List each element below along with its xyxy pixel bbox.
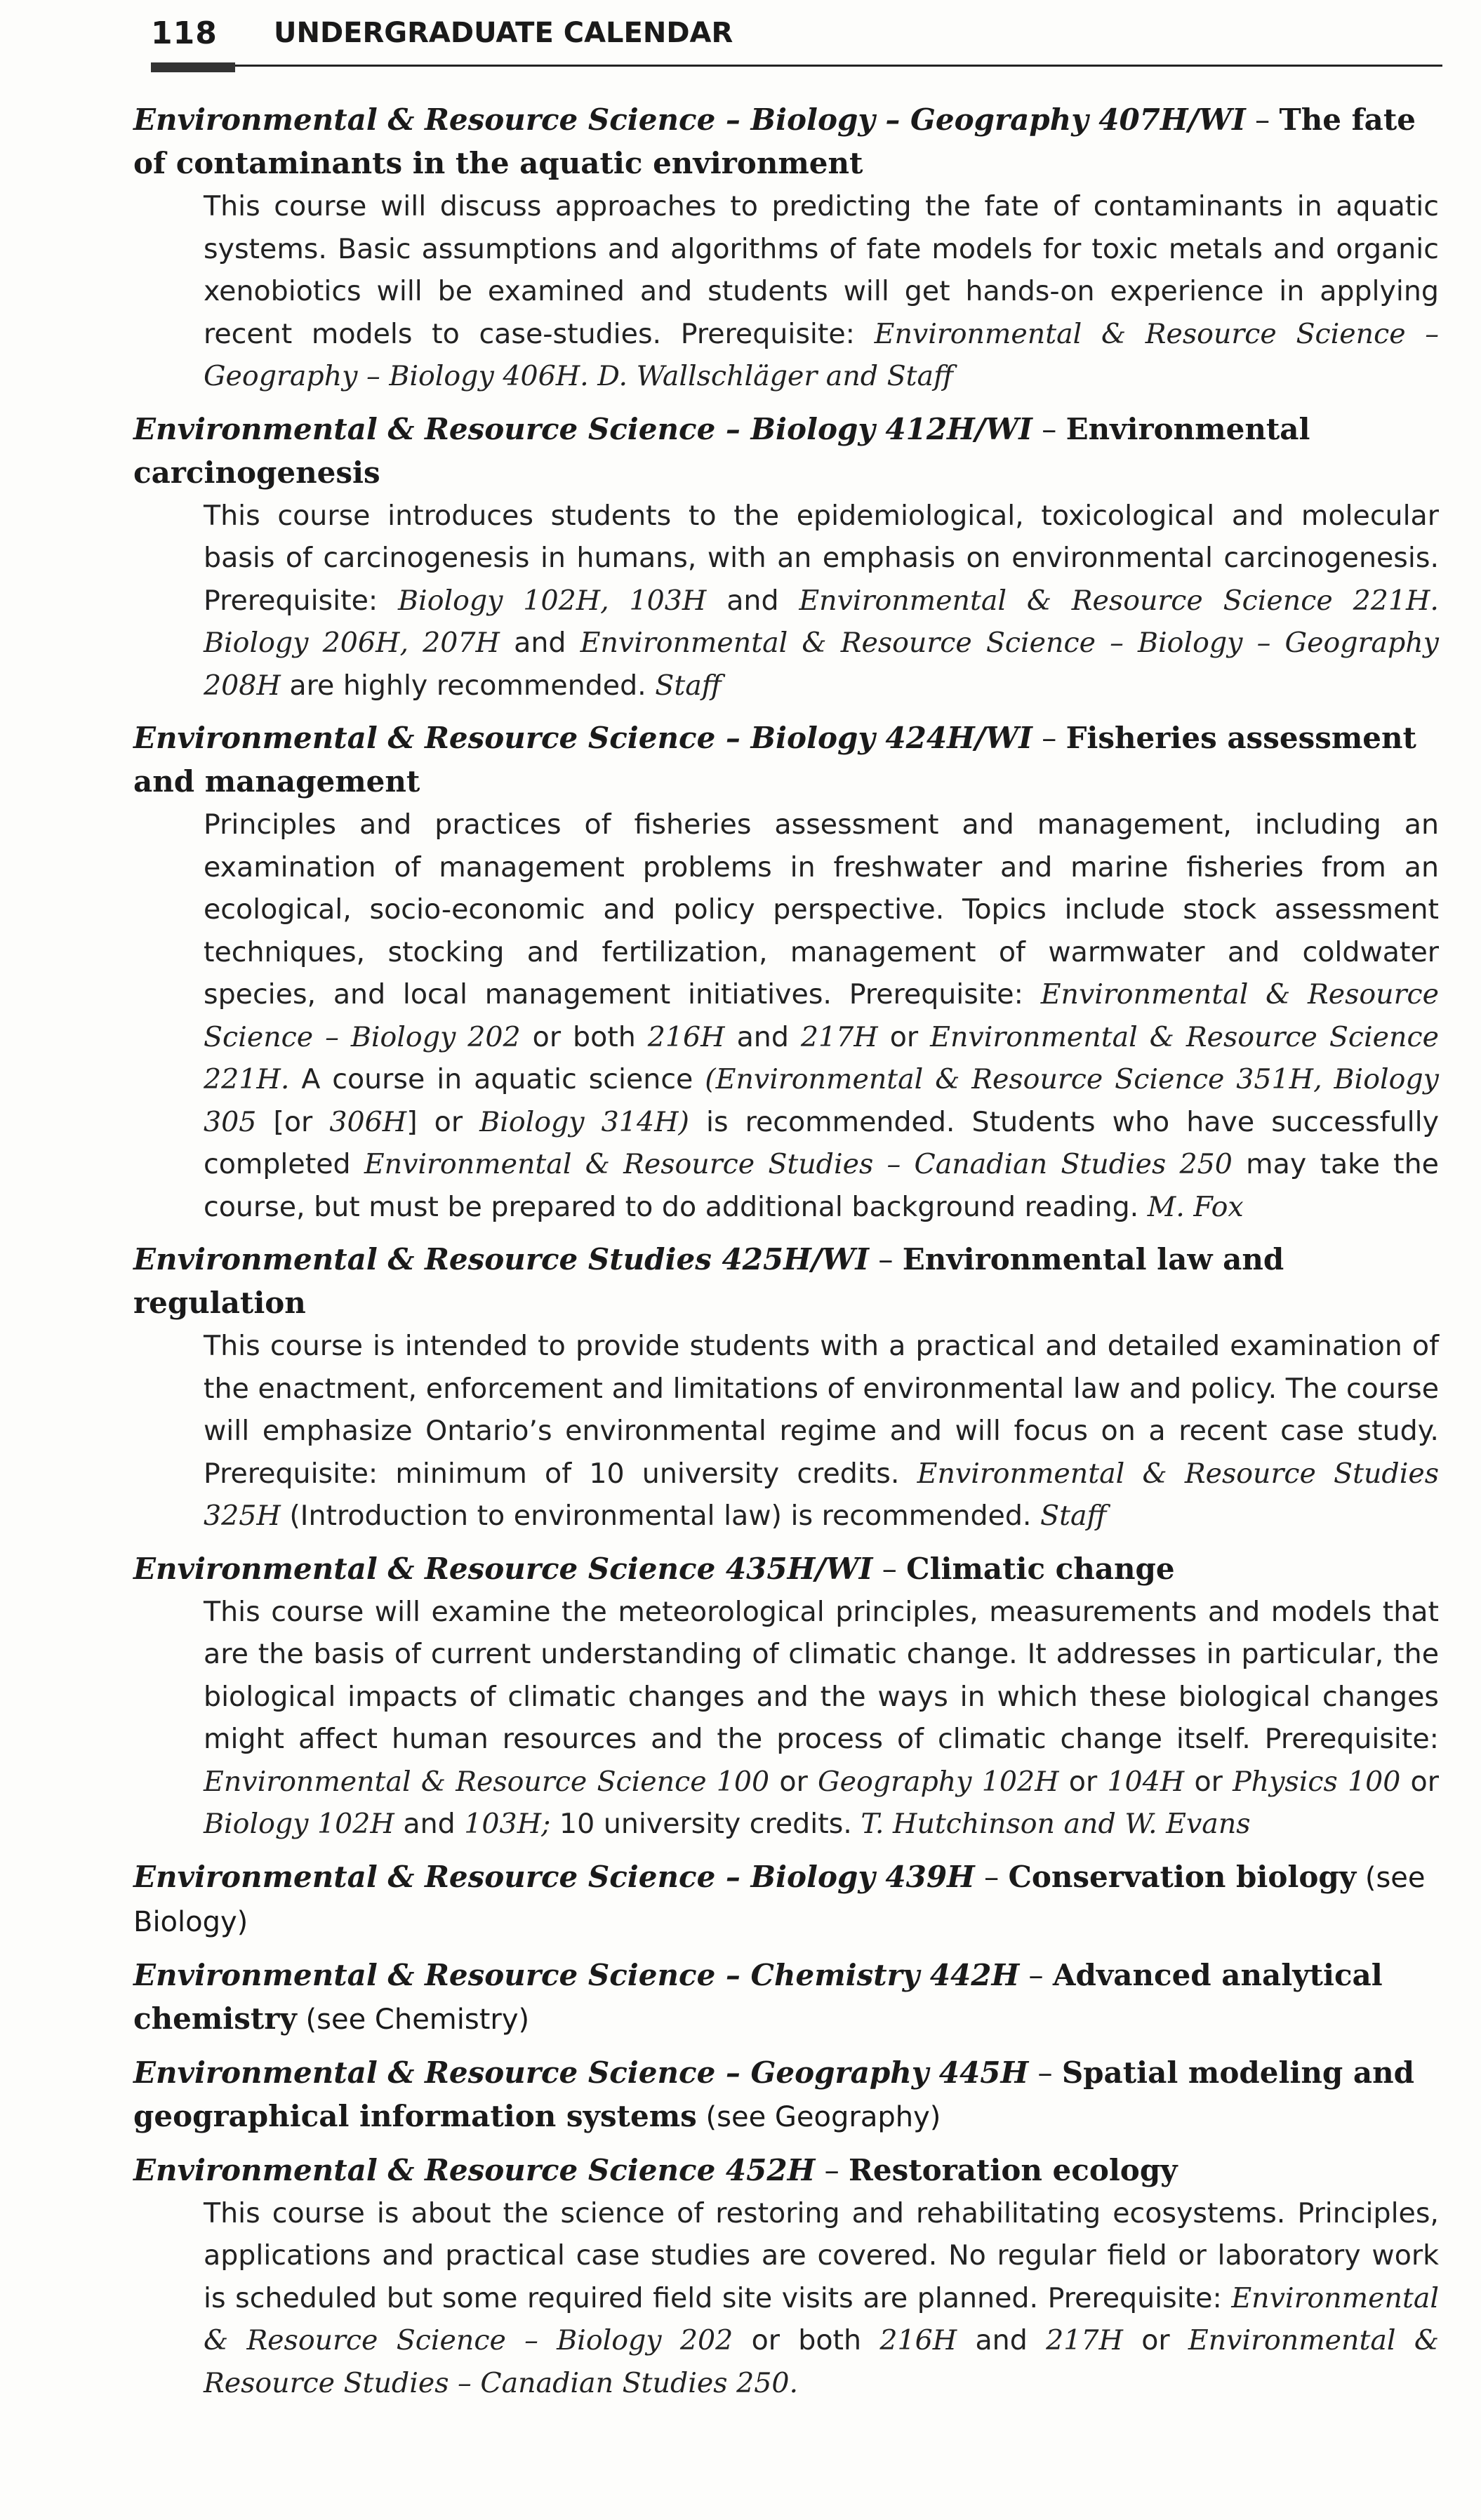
- course-reference: 216H: [647, 1020, 725, 1053]
- course-code: Environmental & Resource Studies 425H/WI: [133, 1242, 869, 1276]
- title-separator: –: [974, 1859, 1009, 1894]
- course-reference: Environmental & Resource Science 100: [204, 1765, 770, 1798]
- description-text: or both: [520, 1020, 648, 1053]
- description-text: This course will discuss approaches to predicting the fate of contaminants in aquatic systems. Basic assumptions and algorithms of fate models for toxic metals and organic xenobiotics will be examined and students will get hands-on experience in applying recent models to case-studies. Prerequisite:: [204, 190, 1439, 350]
- course-description: [204, 804, 1439, 1228]
- description-text: ] or: [406, 1105, 480, 1138]
- course-reference: M. Fox: [1147, 1190, 1244, 1223]
- description-text: and: [724, 1020, 801, 1053]
- course-reference: (Environmental & Resource Science 351H, Biology 305: [204, 1063, 1439, 1138]
- course-title: Restoration ecology: [848, 2152, 1178, 2187]
- title-separator: –: [1019, 1957, 1053, 1992]
- course-code: Environmental & Resource Science – Chemistry 442H: [133, 1957, 1020, 1992]
- title-separator: –: [868, 1242, 903, 1276]
- course-reference: Biology 102H: [204, 1808, 394, 1840]
- title-separator: –: [1245, 102, 1280, 137]
- course-reference: Environmental & Resource Studies 325H: [204, 1457, 1439, 1532]
- see-reference: (see Geography): [696, 2100, 941, 2133]
- course-entry: [133, 2149, 1439, 2405]
- course-heading: [133, 408, 1439, 495]
- description-text: may take the course, but must be prepared to do additional background reading.: [204, 1148, 1439, 1223]
- description-text: [or: [256, 1105, 330, 1138]
- course-code: Environmental & Resource Science – Biology – Geography 407H/WI: [133, 102, 1246, 137]
- course-code: Environmental & Resource Science – Geography 445H: [133, 2055, 1029, 2090]
- course-entry: [133, 408, 1439, 707]
- description-text: are highly recommended.: [280, 669, 656, 702]
- course-description: [204, 1325, 1439, 1538]
- description-text: and: [957, 2324, 1047, 2356]
- course-description: [204, 185, 1439, 398]
- course-entry: [133, 98, 1439, 398]
- course-reference: Geography 102H: [818, 1765, 1059, 1798]
- course-title: Conservation biology: [1008, 1859, 1357, 1894]
- title-separator: –: [872, 1551, 907, 1586]
- description-text: (Introduction to environmental law) is recommended.: [280, 1500, 1041, 1532]
- course-reference: 104H: [1107, 1765, 1185, 1798]
- course-title: Fisheries assessment and management: [133, 721, 1416, 799]
- course-heading: [133, 1954, 1439, 2041]
- description-text: This course will examine the meteorological principles, measurements and models that are the basis of current understanding of climatic change. It addresses in particular, the biological impacts of climatic changes and the ways in which these biological changes might affect human resources and the process of climatic change itself. Prerequisite:: [204, 1595, 1439, 1755]
- course-title: Spatial modeling and geographical information systems: [133, 2055, 1414, 2133]
- description-text: This course is intended to provide students with a practical and detailed examination of the enactment, enforcement and limitations of environmental law and policy. The course will emphasize Ontario’s environmental regime and will focus on a recent case study. Prerequisite: minimum of 10 university credits.: [204, 1330, 1439, 1490]
- course-code: Environmental & Resource Science – Biology 412H/WI: [133, 411, 1032, 446]
- course-code: Environmental & Resource Science – Biology 424H/WI: [133, 721, 1032, 755]
- course-reference: Environmental & Resource Science 221H.: [204, 1020, 1439, 1095]
- course-heading: [133, 716, 1439, 804]
- course-reference: Biology 314H): [479, 1105, 689, 1138]
- course-code: Environmental & Resource Science 452H: [133, 2152, 816, 2187]
- description-text: 10 university credits.: [550, 1808, 861, 1840]
- course-description: [204, 1591, 1439, 1846]
- course-heading: [133, 2149, 1439, 2192]
- calendar-title: UNDERGRADUATE CALENDAR: [274, 17, 733, 49]
- course-entry: [133, 1238, 1439, 1538]
- see-reference: (see Biology): [133, 1861, 1426, 1938]
- title-separator: –: [1028, 2055, 1062, 2090]
- title-separator: –: [1032, 411, 1066, 446]
- header-accent-bar: [151, 62, 235, 72]
- course-description: [204, 2192, 1439, 2405]
- course-reference: 216H: [879, 2324, 957, 2356]
- course-heading: [133, 2051, 1439, 2139]
- description-text: is recommended. Students who have successfully completed: [204, 1105, 1440, 1180]
- course-listing: [133, 98, 1439, 2414]
- course-title: Environmental law and regulation: [133, 1242, 1284, 1320]
- course-title: Advanced analytical chemistry: [133, 1957, 1383, 2036]
- description-text: A course in aquatic science: [289, 1063, 705, 1095]
- course-code: Environmental & Resource Science 435H/WI: [133, 1551, 873, 1586]
- course-reference: Environmental & Resource Science – Biology 202: [204, 978, 1439, 1053]
- course-reference: Environmental & Resource Science – Biology 202: [204, 2281, 1439, 2356]
- course-reference: Environmental & Resource Science – Geography – Biology 406H. D. Wallschläger and Staff: [204, 317, 1439, 392]
- course-entry: [133, 716, 1439, 1228]
- course-description: [204, 495, 1439, 707]
- course-heading: [133, 1238, 1439, 1325]
- course-reference: Environmental & Resource Studies – Canadian Studies 250: [364, 1148, 1233, 1180]
- course-reference: Staff: [1040, 1500, 1107, 1532]
- course-reference: Environmental & Resource Science – Biology – Geography 208H: [204, 627, 1439, 702]
- description-text: or: [877, 1020, 931, 1053]
- course-heading: [133, 1855, 1439, 1944]
- description-text: or: [1400, 1765, 1439, 1798]
- description-text: or: [1122, 2324, 1188, 2356]
- page-header: [151, 8, 1442, 67]
- description-text: and: [500, 627, 580, 659]
- course-reference: 103H;: [464, 1808, 551, 1840]
- course-reference: 217H: [1046, 2324, 1123, 2356]
- course-entry: [133, 1855, 1439, 1944]
- description-text: and: [394, 1808, 465, 1840]
- description-text: and: [706, 584, 799, 617]
- course-reference: Physics 100: [1233, 1765, 1401, 1798]
- description-text: or: [769, 1765, 818, 1798]
- course-entry: [133, 2051, 1439, 2139]
- page-number: 118: [151, 15, 218, 51]
- course-title: The fate of contaminants in the aquatic environment: [133, 102, 1416, 180]
- course-reference: Staff: [655, 669, 722, 702]
- description-text: Principles and practices of fisheries assessment and management, including an examination of management problems in freshwater and marine fisheries from an ecological, socio-economic and policy perspective. Topics include stock assessment techniques, stocking and fertilization, management of warmwater and coldwater species, and local management initiatives. Prerequisite:: [204, 808, 1439, 1011]
- course-reference: 217H: [800, 1020, 878, 1053]
- description-text: or both: [733, 2324, 880, 2356]
- course-reference: Environmental & Resource Science 221H. Biology 206H, 207H: [204, 584, 1439, 659]
- course-reference: 306H: [329, 1105, 407, 1138]
- course-heading: [133, 1547, 1439, 1591]
- course-title: Climatic change: [906, 1551, 1175, 1586]
- see-reference: (see Chemistry): [296, 2003, 530, 2036]
- course-reference: Environmental & Resource Studies – Canadian Studies 250.: [204, 2324, 1439, 2399]
- course-reference: T. Hutchinson and W. Evans: [861, 1808, 1251, 1840]
- course-code: Environmental & Resource Science – Biology 439H: [133, 1859, 975, 1894]
- title-separator: –: [1032, 721, 1066, 755]
- course-entry: [133, 1547, 1439, 1846]
- course-title: Environmental carcinogenesis: [133, 411, 1310, 490]
- course-heading: [133, 98, 1439, 185]
- course-entry: [133, 1954, 1439, 2041]
- description-text: or: [1058, 1765, 1108, 1798]
- title-separator: –: [815, 2152, 849, 2187]
- description-text: or: [1184, 1765, 1233, 1798]
- course-reference: Biology 102H, 103H: [398, 584, 707, 617]
- description-text: This course introduces students to the epidemiological, toxicological and molecular basis of carcinogenesis in humans, with an emphasis on environmental carcinogenesis. Prerequisite:: [204, 499, 1439, 617]
- description-text: This course is about the science of restoring and rehabilitating ecosystems. Principles, applications and practical case studies are covered. No regular field or laboratory work is scheduled but some required field site visits are planned. Prerequisite:: [204, 2196, 1439, 2314]
